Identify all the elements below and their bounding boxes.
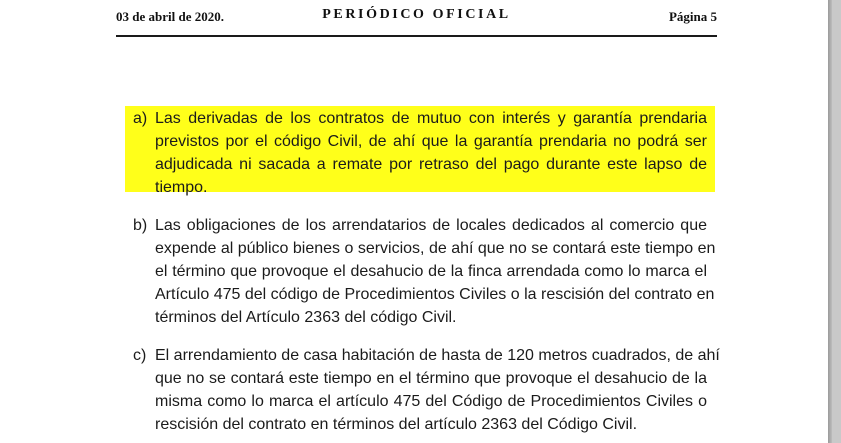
clause-line: Las obligaciones de los arrendatarios de locales dedicados al comercio que <box>155 217 707 234</box>
clause-text <box>155 107 707 199</box>
clause-line: El arrendamiento de casa habitación de hasta de 120 metros cuadrados, de ahí <box>155 347 720 364</box>
header-page-number: Página 5 <box>668 9 717 24</box>
clause-line: Artículo 475 del código de Procedimientos Civiles o la rescisión del contrato en <box>155 286 715 303</box>
header-rule <box>116 35 717 37</box>
clause-line: adjudicada ni sacada a remate por retraso del pago durante este lapso de <box>155 156 707 173</box>
clause-line: el término que provoque el desahucio de la finca arrendada como lo marca el <box>155 263 707 280</box>
clause-line: previstos por el código Civil, de ahí que la garantía prendaria no podrá ser <box>155 133 707 150</box>
clause-line: tiempo. <box>155 179 208 196</box>
clause-marker: b) <box>133 217 148 234</box>
clause-line: términos del Artículo 2363 del código Civil. <box>155 309 457 326</box>
clause-line: rescisión del contrato en términos del artículo 2363 del Código Civil. <box>155 416 638 433</box>
clause-line: expende al público bienes o servicios, de ahí que no se contará este tiempo en <box>155 240 716 257</box>
header-date: 03 de abril de 2020. <box>116 9 224 24</box>
clause-text <box>155 344 720 436</box>
page-edge-shadow <box>828 0 832 443</box>
clause-marker: a) <box>133 110 148 127</box>
clause-line: misma como lo marca el artículo 475 del Código de Procedimientos Civiles o <box>155 393 707 410</box>
clause-line: que no se contará este tiempo en el término que provoque el desahucio de la <box>155 370 707 387</box>
page-header <box>116 6 717 28</box>
header-title: PERIÓDICO OFICIAL <box>322 7 511 22</box>
clause-line: Las derivadas de los contratos de mutuo con interés y garantía prendaria <box>155 110 707 127</box>
clause-marker: c) <box>133 347 147 364</box>
clause-text <box>155 214 716 329</box>
